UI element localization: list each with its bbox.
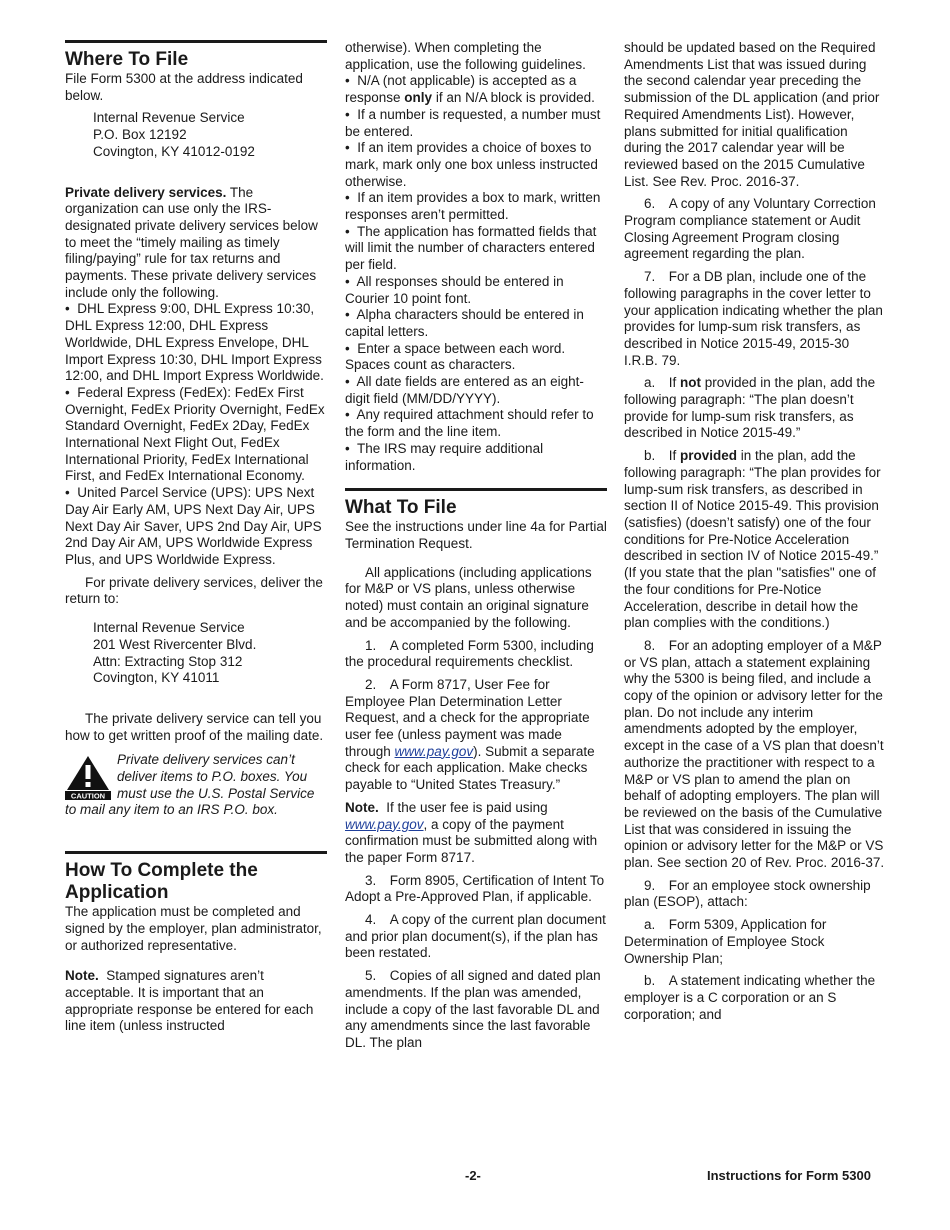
where-to-file-heading: Where To File bbox=[65, 49, 189, 70]
item-7a bbox=[624, 375, 886, 442]
address-line: Attn: Extracting Stop 312 bbox=[93, 653, 243, 669]
bullet-item: • All responses should be entered in Courier 10 point font. bbox=[345, 273, 564, 306]
what-to-file-heading: What To File bbox=[345, 497, 457, 519]
item-2 bbox=[345, 677, 607, 794]
item-text: b. If bbox=[644, 448, 681, 464]
note-text: , a copy of the payment confirmation must be submitted along with the paper Form 8717. bbox=[345, 816, 598, 865]
what-to-file-all: All applications (including applications for M&P or VS plans, unless otherwise noted) must contain an original signature and be accompanied by the following. bbox=[345, 564, 592, 630]
bullet-text: If an item provides a box to mark, written responses aren’t permitted. bbox=[345, 190, 601, 223]
caution-icon bbox=[65, 754, 111, 800]
irs-delivery-address bbox=[93, 620, 327, 687]
address-line: P.O. Box 12192 bbox=[93, 127, 187, 143]
bullet-item: • If an item provides a choice of boxes to mark, mark only one box unless instructed otherwise. bbox=[345, 140, 598, 189]
section-rule bbox=[65, 40, 327, 43]
caution-text: Private delivery services can’t deliver items to P.O. boxes. You must use the U.S. Postal Service to mail any item to an IRS P.O. box. bbox=[65, 752, 315, 818]
bullet-item: • The application has formatted fields that will limit the number of characters entered per field. bbox=[345, 223, 597, 273]
address-line: 201 West Rivercenter Blvd. bbox=[93, 636, 257, 652]
bullet-text: If a number is requested, a number must be entered. bbox=[345, 106, 601, 139]
item-9b: b. A statement indicating whether the employer is a C corporation or an S corporation; and bbox=[624, 973, 876, 1022]
item-emphasis: provided bbox=[680, 448, 738, 464]
bullet-text: Any required attachment should refer to the form and the line item. bbox=[345, 407, 594, 440]
private-delivery-lead: Private delivery services. bbox=[65, 184, 227, 200]
address-line: Internal Revenue Service bbox=[93, 110, 245, 126]
bullet-item: • All date fields are entered as an eight-digit field (MM/DD/YYYY). bbox=[345, 374, 584, 406]
form-title-footer: Instructions for Form 5300 bbox=[707, 1168, 871, 1183]
bullet-item: • Federal Express (FedEx): FedEx First Overnight, FedEx Priority Overnight, FedEx Standard Overnight, FedEx 2Day, FedEx International Next Flight Out, FedEx International Priority, FedEx International First, and FedEx International Economy. bbox=[65, 384, 325, 484]
bullet-emphasis: only bbox=[404, 90, 433, 106]
note-paragraph bbox=[65, 968, 327, 1035]
bullet-item: • Alpha characters should be entered in capital letters. bbox=[345, 307, 584, 339]
bullet-item: • If a number is requested, a number must be entered. bbox=[345, 106, 601, 139]
address-line: Internal Revenue Service bbox=[93, 620, 245, 636]
item-text: 2. A Form 8717, User Fee for Employee Plan Determination Letter Request, and a check for the appropriate user fee (unless payment was made through bbox=[345, 676, 590, 759]
item-text: in the plan, add the following paragraph: “The plan provides for lump-sum risk transfers, as described in section II of Notice 2015-49. This provision (satisfies) (doesn’t satisfy) one of the four conditions for Pre-Notice Acceleration described in section IV of Notice 2015-49.” (If you state that the plan "satisfies" one of the four conditions for Pre-Notice Acceleration, describe in detail how the plan complies with the conditions.) bbox=[624, 448, 881, 631]
bullet-text: United Parcel Service (UPS): UPS Next Day Air Early AM, UPS Next Day Air, UPS Next Day Air Saver, UPS 2nd Day Air, UPS 2nd Day Air AM, UPS Worldwide Express Plus, and UPS Worldwide Express. bbox=[65, 485, 322, 567]
item-8: 8. For an adopting employer of a M&P or VS plan, attach a statement explaining why the 5300 is being filed, and include a copy of the opinion or advisory letter for the plan. Do not include any interim amendments adopted by the employer, except in the case of a VS plan that doesn’t authorize the practitioner with respect to a M&P or VS plan to amend the plan on behalf of adopting employers. The plan will be reviewed on the basis of the Cumulative List that was considered in issuing the opinion or advisory letter for the M&P or VS plan. See section 20 of Rev. Proc. 2016-37. bbox=[624, 637, 885, 871]
address-line: Covington, KY 41011 bbox=[93, 670, 220, 686]
item-3: 3. Form 8905, Certification of Intent To Adopt a Pre-Approved Plan, if applicable. bbox=[345, 872, 605, 905]
note-text: If the user fee is paid using bbox=[386, 799, 548, 815]
guidelines-intro: otherwise). When completing the application, use the following guidelines. bbox=[345, 40, 586, 72]
item-text: a. If bbox=[644, 375, 681, 391]
column-1 bbox=[65, 40, 327, 1035]
private-delivery-text: The organization can use only the IRS-designated private delivery services below to meet the “timely mailing as timely filing/paying” rule for tax returns and payments. These private delivery services include only the following. bbox=[65, 184, 318, 300]
section-rule bbox=[345, 488, 607, 491]
bullet-text: All responses should be entered in Courier 10 point font. bbox=[345, 273, 564, 306]
caution-note bbox=[65, 752, 327, 819]
bullet-text: The IRS may require additional information. bbox=[345, 440, 544, 473]
item-5-continued: should be updated based on the Required Amendments List that was issued during the second calendar year preceding the submission of the DL application (and prior Required Amendments List). However, plans submitted for initial qualification during the 2017 calendar year will be reviewed based on the 2015 Cumulative List. See Rev. Proc. 2016-37. bbox=[624, 40, 880, 189]
item-4: 4. A copy of the current plan document and prior plan document(s), if the plan has been restated. bbox=[345, 912, 606, 961]
item-9: 9. For an employee stock ownership plan (ESOP), attach: bbox=[624, 877, 871, 910]
column-2 bbox=[345, 40, 607, 1052]
bullet-item: • Enter a space between each word. Spaces count as characters. bbox=[345, 340, 566, 373]
irs-po-address bbox=[93, 110, 327, 160]
item-5: 5. Copies of all signed and dated plan amendments. If the plan was amended, include a copy of the last favorable DL and any amendments since the last favorable DL. The plan bbox=[345, 968, 601, 1050]
what-to-file-intro: See the instructions under line 4a for Partial Termination Request. bbox=[345, 519, 607, 551]
bullet-item: • United Parcel Service (UPS): UPS Next Day Air Early AM, UPS Next Day Air, UPS Next Day Air Saver, UPS 2nd Day Air, UPS 2nd Day Air AM, UPS Worldwide Express Plus, and UPS Worldwide Express. bbox=[65, 485, 322, 567]
bullet-item: • The IRS may require additional information. bbox=[345, 440, 544, 473]
note-lead: Note. bbox=[65, 968, 99, 984]
item-9a: a. Form 5309, Application for Determination of Employee Stock Ownership Plan; bbox=[624, 917, 827, 966]
item-emphasis: not bbox=[680, 375, 702, 391]
private-delivery-paragraph bbox=[65, 185, 327, 302]
item-1: 1. A completed Form 5300, including the procedural requirements checklist. bbox=[345, 637, 594, 670]
note-user-fee bbox=[345, 800, 607, 867]
bullet-text: Federal Express (FedEx): FedEx First Overnight, FedEx Priority Overnight, FedEx Standard Overnight, FedEx 2Day, FedEx International Next Flight Out, FedEx International Priority, FedEx International First, and FedEx International Economy. bbox=[65, 384, 325, 484]
bullet-item: • If an item provides a box to mark, written responses aren’t permitted. bbox=[345, 190, 601, 223]
item-7: 7. For a DB plan, include one of the following paragraphs in the cover letter to your application indicating whether the plan provides for lump-sum risk transfers, as described in Notice 2015-49, 2015-30 I.R.B. 79. bbox=[624, 269, 883, 368]
item-6: 6. A copy of any Voluntary Correction Program compliance statement or Audit Closing Agreement Program closing agreement regarding the plan. bbox=[624, 196, 876, 262]
pds-deliver-text: For private delivery services, deliver the return to: bbox=[65, 574, 323, 607]
bullet-text: Alpha characters should be entered in capital letters. bbox=[345, 307, 584, 339]
bullet-text: if an N/A block is provided. bbox=[432, 90, 595, 106]
bullet-item: • DHL Express 9:00, DHL Express 10:30, DHL Express 12:00, DHL Express Worldwide, DHL Express Envelope, DHL Import Express 10:30, DHL Import Express 12:00, and DHL Import Express Worldwide. bbox=[65, 301, 324, 384]
bullet-text: The application has formatted fields that will limit the number of characters entered per field. bbox=[345, 223, 597, 273]
pay-gov-link[interactable]: www.pay.gov bbox=[394, 743, 474, 759]
column-3 bbox=[624, 40, 886, 1023]
bullet-text: N/A (not applicable) is accepted as a response bbox=[345, 73, 577, 106]
address-line: Covington, KY 41012-0192 bbox=[93, 143, 255, 159]
bullet-item: • N/A (not applicable) is accepted as a response only if an N/A block is provided. bbox=[345, 73, 595, 106]
caution-label: CAUTION bbox=[70, 791, 106, 801]
bullet-text: If an item provides a choice of boxes to mark, mark only one box unless instructed otherwise. bbox=[345, 140, 598, 189]
item-text: provided in the plan, add the following paragraph: “The plan doesn’t provide for lump-sum risk transfers, as described in Notice 2015-49.” bbox=[624, 375, 876, 441]
bullet-item: • Any required attachment should refer to the form and the line item. bbox=[345, 407, 594, 440]
item-7b bbox=[624, 448, 886, 632]
item-text: ). Submit a separate check for each application. Make checks payable to “United States Treasury.” bbox=[345, 743, 595, 793]
note-lead: Note. bbox=[345, 799, 379, 815]
bullet-text: All date fields are entered as an eight-digit field (MM/DD/YYYY). bbox=[345, 374, 584, 406]
where-to-file-intro: File Form 5300 at the address indicated below. bbox=[65, 71, 303, 103]
page-number: -2- bbox=[465, 1168, 481, 1183]
bullet-text: DHL Express 9:00, DHL Express 10:30, DHL Express 12:00, DHL Express Worldwide, DHL Express Envelope, DHL Import Express 10:30, DHL Import Express 12:00, and DHL Import Express Worldwide. bbox=[65, 301, 324, 384]
bullet-text: Enter a space between each word. Spaces count as characters. bbox=[345, 340, 566, 373]
note-text: Stamped signatures aren’t acceptable. It is important that an appropriate response be entered for each line item (unless instructed bbox=[65, 968, 314, 1034]
pay-gov-link[interactable]: www.pay.gov bbox=[345, 816, 424, 832]
section-rule bbox=[65, 851, 327, 854]
pds-proof-text: The private delivery service can tell you how to get written proof of the mailing date. bbox=[65, 710, 324, 743]
how-to-complete-heading: How To Complete the Application bbox=[65, 860, 258, 904]
how-to-complete-text: The application must be completed and signed by the employer, plan administrator, or authorized representative. bbox=[65, 904, 322, 953]
